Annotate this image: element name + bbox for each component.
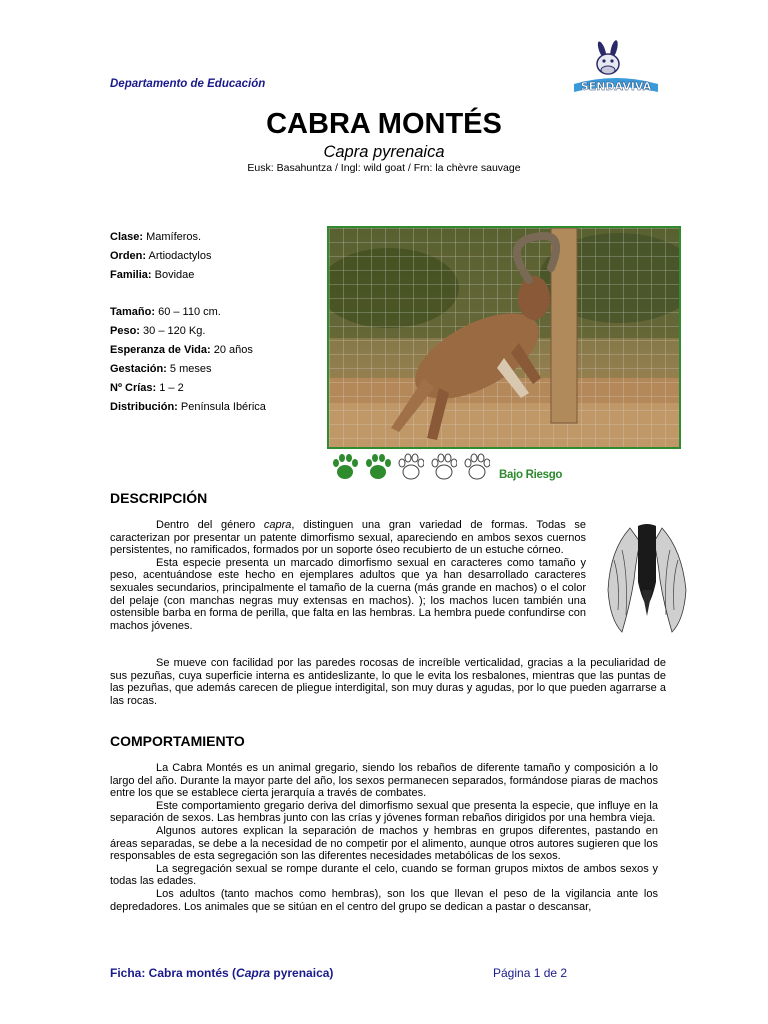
scientific-name: Capra pyrenaica — [323, 143, 445, 161]
fact-orden: Orden: Artiodactylos — [110, 250, 212, 262]
fact-esperanza: Esperanza de Vida: 20 años — [110, 344, 253, 356]
page-number: Página 1 de 2 — [493, 966, 568, 980]
fact-familia: Familia: Bovidae — [110, 269, 195, 281]
section-heading-comportamiento: COMPORTAMIENTO — [110, 733, 245, 749]
comportamiento-paragraph: La Cabra Montés es un animal gregario, siendo los rebaños de diferente tamaño y composición a lo largo del año. Durante la mayor parte del año, los sexos permanecen separados, formándose piaras de machos entre los que se establece cierta jerarquía a través de combates. — [110, 762, 658, 800]
logo-text: SENDAVIVA — [580, 80, 652, 93]
sendaviva-logo — [570, 40, 662, 96]
fact-gestacion: Gestación: 5 meses — [110, 363, 212, 375]
footer-document-title: Ficha: Cabra montés (Capra pyrenaica) — [110, 966, 334, 980]
paw-outline-icon — [398, 453, 424, 481]
paw-outline-icon — [464, 453, 490, 481]
page-title: CABRA MONTÉS — [266, 108, 502, 140]
department-label: Departamento de Educación — [110, 78, 266, 90]
fact-tamano: Tamaño: 60 – 110 cm. — [110, 306, 221, 318]
risk-label: Bajo Riesgo — [499, 469, 563, 481]
fact-crias: Nº Crías: 1 – 2 — [110, 382, 184, 394]
paw-filled-icon — [365, 453, 391, 481]
comportamiento-text — [110, 762, 658, 913]
paw-outline-icon — [431, 453, 457, 481]
goat-beard-illustration — [600, 520, 692, 636]
descripcion-text-upper — [110, 519, 586, 632]
descripcion-paragraph-1: Dentro del género capra, distinguen una gran variedad de formas. Todas se caracterizan por presentar un patente dimorfismo sexual, apareciendo en ambos sexos cuernos persistentes, no ramificados, formados por un soporte óseo recubierto de un estuche córneo. — [110, 519, 586, 557]
fact-distribucion: Distribución: Península Ibérica — [110, 401, 266, 413]
ibex-photo — [327, 226, 681, 449]
comportamiento-paragraph: Este comportamiento gregario deriva del dimorfismo sexual que presenta la especie, que influye en la separación de sexos. Las hembras junto con las crías y jóvenes forman rebaños dirigidos por una hembra vieja. — [110, 799, 658, 825]
paw-filled-icon — [332, 453, 358, 481]
fact-clase: Clase: Mamíferos. — [110, 231, 202, 243]
comportamiento-paragraph: Algunos autores explican la separación de machos y hembras en grupos diferentes, pastando en áreas separadas, se debe a la necesidad de no competir por el alimento, aunque otros autores sugieren que los responsables de esta segregación son las diferentes necesidades metabólicas de los sexos. — [110, 824, 658, 863]
risk-scale — [332, 452, 497, 482]
descripcion-paragraph-3: Se mueve con facilidad por las paredes rocosas de increíble verticalidad, gracias a la peculiaridad de sus pezuñas, cuya superficie interna es antideslizante, lo que le evita los resbalones, mientras que las puntas de las pezuñas, que además carecen de pliegue interdigital, son muy duras y agudas, por lo que pueden agarrarse a las rocas. — [110, 657, 666, 707]
other-names: Eusk: Basahuntza / Ingl: wild goat / Frn: la chèvre sauvage — [247, 162, 521, 174]
comportamiento-paragraph: Los adultos (tanto machos como hembras), son los que llevan el peso de la vigilancia ante los depredadores. Los animales que se sitúan en el centro del grupo se dedican a pastar o descansar, — [110, 887, 658, 913]
comportamiento-paragraph: La segregación sexual se rompe durante el celo, cuando se forman grupos mixtos de ambos sexos y todas las edades. — [110, 862, 658, 888]
descripcion-paragraph-2: Esta especie presenta un marcado dimorfismo sexual en caracteres como tamaño y peso, acentuándose este hecho en ejemplares adultos que ya han desarrollado caracteres sexuales secundarios, principalmente el tamaño de la cuerna (más grande en machos) o el color del pelaje (con manchas negras muy extensas en machos). ); los machos lucen también una ostensible barba en forma de perilla, que falta en las hembras. La hembra puede confundirse con machos jóvenes. — [110, 556, 586, 632]
descripcion-text-lower — [110, 657, 666, 707]
section-heading-descripcion: DESCRIPCIÓN — [110, 490, 208, 506]
fact-peso: Peso: 30 – 120 Kg. — [110, 325, 206, 337]
